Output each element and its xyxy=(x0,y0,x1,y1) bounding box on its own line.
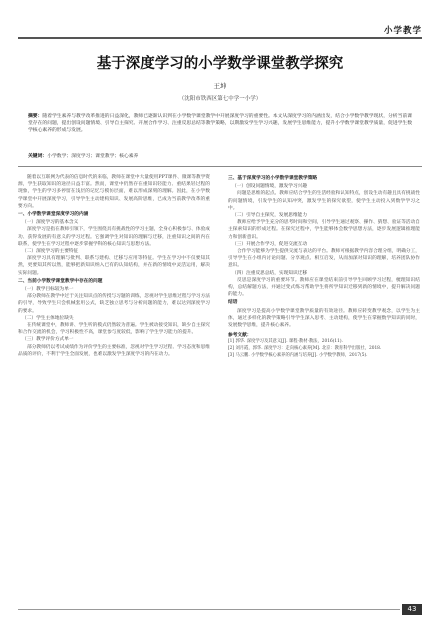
footer-divider xyxy=(18,609,400,610)
subsection-heading: （三）开展合作学习，促进交流互动 xyxy=(232,241,308,247)
paragraph: 在传统课堂中，教师讲、学生听的模式仍然较为普遍。学生被动接受知识，缺少自主探究和合作交流的机会，学习积极性不高，课堂参与度较低，影响了学生学习能力的提升。 xyxy=(18,323,210,336)
left-column xyxy=(18,174,210,358)
subsection-heading: （二）引导自主探究，发展思维能力 xyxy=(232,213,308,219)
body-divider xyxy=(18,166,422,167)
subsection-heading: （二）深度学习的主要特征 xyxy=(22,249,79,255)
subsection-heading: （四）注重反思总结，实现知识迁移 xyxy=(232,270,308,276)
reference-item: [3] 马云鹏. 小学数学核心素养的内涵与培养[J]. 小学数学教师，2017(5). xyxy=(228,352,368,358)
section-heading: 一、小学数学课堂深度学习的内涵 xyxy=(18,212,89,218)
paragraph: 深度学习具有理解与批判、联系与建构、迁移与应用等特征。学生在学习中不仅要知其然，更要知其所以然，能够把新知识纳入已有的认知结构，并在新的情境中灵活运用，解决实际问题。 xyxy=(18,256,210,276)
section-heading: 二、当前小学数学课堂教学中存在的问题 xyxy=(18,278,103,284)
paragraph: 随着以互联网为代表的信息时代的来临，教师在课堂中大量使用PPT课件、微课等教学资源，学生获取知识的途径日益丰富。然而，课堂中仍然存在重知识轻能力、重结果轻过程的现象，学生的学习多停留在浅层的记忆与模仿层面，难以形成深刻的理解。因此，在小学数学课堂中开展深度学习，引导学生主动建构知识、发展高阶思维，已成为当前教学改革的重要方向。 xyxy=(18,175,210,209)
paragraph: 反思是深度学习的重要环节。教师应在课堂结束前引导学生回顾学习过程，梳理知识结构，总结解题方法，并通过变式练习帮助学生将所学知识迁移到新的情境中，提升解决问题的能力。 xyxy=(228,277,420,298)
paragraph: 部分教师在教学中过于关注知识点的传授与习题的训练，忽视对学生思维过程与学习方法的引导，导致学生只会机械套用公式，缺乏独立思考与分析问题的能力，难以达到深度学习的要求。 xyxy=(18,294,210,314)
paragraph: 深度学习是提高小学数学课堂教学质量的有效途径。教师应转变教学观念，以学生为主体，通过多样化的教学策略引导学生深入思考、主动建构，使学生在掌握数学知识的同时，发展数学思维，提升核心素养。 xyxy=(228,308,420,329)
header-divider xyxy=(18,37,422,39)
subsection-heading: （一）创设问题情境，激发学习兴趣 xyxy=(232,184,308,190)
references-heading: 参考文献： xyxy=(228,333,252,339)
subsection-heading: （一）教学目标较为单一 xyxy=(22,287,74,293)
right-column xyxy=(228,174,420,359)
paragraph: 合作学习能够为学生提供交流与表达的平台。教师可根据教学内容合理分组，明确分工，引导学生在小组内讨论问题、分享观点、相互启发，从而加深对知识的理解，培养团队协作意识。 xyxy=(228,249,420,269)
subsection-heading: （一）深度学习的基本含义 xyxy=(22,220,79,226)
subsection-heading: （二）学生主体地位缺失 xyxy=(22,315,74,321)
author: 王坤 xyxy=(213,82,227,90)
keywords xyxy=(28,152,412,159)
paragraph: 深度学习是指在教师引领下，学生围绕具有挑战性的学习主题，全身心积极参与、体验成功、获得发展的有意义的学习过程。它强调学生对知识的理解与迁移，注重知识之间的内在联系，使学生在学习过程中逐步掌握学科的核心知识与思想方法。 xyxy=(18,227,210,247)
paragraph: 教师应给予学生充分的思考时间和空间，引导学生通过观察、操作、猜想、验证等活动自主探索知识的形成过程。在探究过程中，学生能够体会数学思想方法，逐步发展逻辑推理能力和创新意识。 xyxy=(228,220,420,240)
keywords-text: 小学数学；深度学习；课堂教学；核心素养 xyxy=(47,154,139,159)
section-heading: 三、基于深度学习的小学数学课堂教学策略 xyxy=(228,176,318,181)
reference-item: [2] 刘月霞，郭华. 深度学习：走向核心素养[M]. 北京：教育科学出版社，2018. xyxy=(228,346,382,352)
article-title: 基于深度学习的小学数学课堂教学探究 xyxy=(96,56,344,72)
abstract xyxy=(28,113,412,134)
keywords-label: 关键词： xyxy=(28,153,48,159)
affiliation: （沈阳市铁西区第七中学一小学） xyxy=(178,96,262,102)
paragraph: 问题是思维的起点。教师应结合学生的生活经验和认知特点，创设生动有趣且具有挑战性的问题情境，引发学生的认知冲突，激发学生的探究欲望，使学生主动投入到数学学习之中。 xyxy=(228,191,420,211)
section-tag: 小学教学 xyxy=(383,26,422,36)
abstract-text: 随着学生素养与教学改革推进的日益深化，教师已逐渐认识到在小学数学课堂教学中开展深度学习的重要性。本文从深度学习的内涵出发，结合小学数学教学现状，分析当前课堂存在的问题，提出创设问题情境、引导自主探究、开展合作学习、注重反思总结等教学策略，以期激发学生学习兴趣，发展学生思维能力，提升小学数学课堂教学质量，促进学生数学核心素养的形成与发展。 xyxy=(28,114,412,134)
section-heading: 结语 xyxy=(228,300,238,306)
paragraph: 部分教师仍以考试成绩作为评价学生的主要标准，忽视对学生学习过程、学习态度和思维品质的评价，不利于学生全面发展，也难以激发学生深度学习的内在动力。 xyxy=(18,344,210,357)
reference-item: [1] 郭华. 深度学习及其意义[J]. 课程·教材·教法，2016(11). xyxy=(228,339,343,345)
abstract-label: 摘要： xyxy=(28,113,43,119)
page-number: 43 xyxy=(402,604,422,615)
subsection-heading: （三）教学评价方式单一 xyxy=(22,337,74,343)
